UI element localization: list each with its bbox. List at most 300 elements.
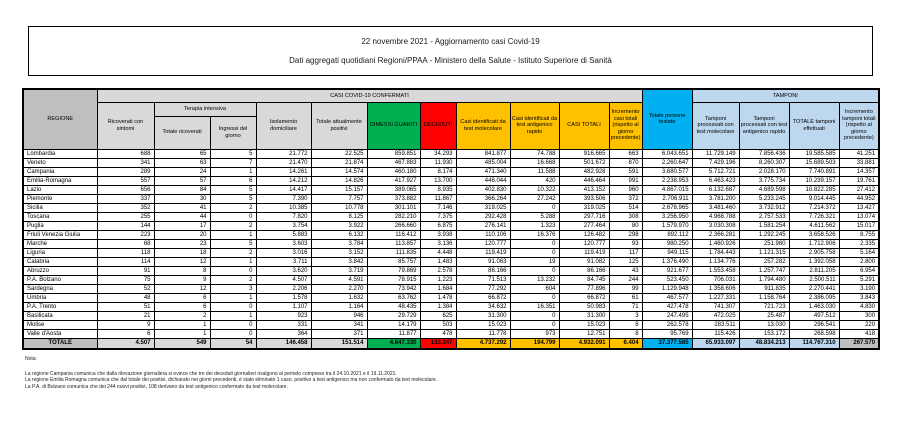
value-cell: 14.826	[311, 176, 367, 185]
value-cell: 3.843	[839, 293, 879, 302]
value-cell: 8	[609, 329, 642, 338]
value-cell: 17	[154, 221, 210, 230]
value-cell: 3.256.950	[642, 212, 692, 221]
value-cell: 8.260.307	[739, 158, 789, 167]
value-cell: 0	[210, 212, 256, 221]
value-cell: 14.261	[256, 167, 311, 176]
value-cell: 1.478	[420, 293, 456, 302]
region-cell: Veneto	[23, 158, 97, 167]
band-casi-confermati: CASI COVID-19 CONFERMATI	[97, 89, 642, 102]
note-line: La regione Campania comunica che dalla rilevazione giornaliera si evince che tre dei deceduti giornalieri risalgono al periodo compreso tra il 24.10.2021 e il 19.11.2021.	[25, 370, 397, 377]
value-cell: 3.658.526	[789, 230, 839, 239]
value-cell: 1.784.443	[692, 248, 739, 257]
value-cell: 418	[839, 329, 879, 338]
table-row	[23, 266, 879, 275]
value-cell: 283.511	[692, 320, 739, 329]
value-cell: 3.775.734	[739, 176, 789, 185]
value-cell: 7.375	[420, 212, 456, 221]
value-cell: 223	[97, 230, 154, 239]
value-cell: 1	[210, 293, 256, 302]
col-header-ricoverati: Ricoverati con sintomi	[97, 102, 154, 149]
table-row	[23, 176, 879, 185]
value-cell: 1	[210, 311, 256, 320]
value-cell: 74.788	[510, 149, 559, 158]
col-header-casi-molecolare: Casi identificati da test molecolare	[456, 102, 510, 149]
value-cell: 13.030	[739, 320, 789, 329]
region-cell: P.A. Bolzano	[23, 275, 97, 284]
value-cell: 19.585.585	[789, 149, 839, 158]
value-cell: 117	[609, 248, 642, 257]
value-cell: 19	[510, 257, 559, 266]
value-cell: 1	[210, 230, 256, 239]
table-row	[23, 167, 879, 176]
region-cell: Basilicata	[23, 311, 97, 320]
value-cell: 282.210	[367, 212, 420, 221]
value-cell: 331	[256, 320, 311, 329]
value-cell: 86.166	[559, 266, 609, 275]
value-cell: 2.800	[839, 257, 879, 266]
value-cell: 3.938	[420, 230, 456, 239]
value-cell: 1.684	[420, 284, 456, 293]
value-cell: 949.115	[642, 248, 692, 257]
value-cell: 16.668	[510, 158, 559, 167]
value-cell: 31.300	[559, 311, 609, 320]
value-cell: 2.260.647	[642, 158, 692, 167]
value-cell: 44	[154, 212, 210, 221]
value-cell: 352	[97, 203, 154, 212]
value-cell: 973	[510, 329, 559, 338]
value-cell: 5	[210, 149, 256, 158]
value-cell: 1.712.906	[789, 239, 839, 248]
totale-value-cell: 4.737.292	[456, 338, 510, 349]
value-cell: 420	[510, 176, 559, 185]
value-cell: 946	[311, 311, 367, 320]
value-cell: 268.598	[789, 329, 839, 338]
value-cell: 10.778	[311, 203, 367, 212]
table-row	[23, 257, 879, 266]
table-row	[23, 203, 879, 212]
value-cell: 2.757.533	[739, 212, 789, 221]
value-cell: 113.857	[367, 239, 420, 248]
col-header-tamponi-antigenico: Tamponi processati con test antigenico rapido	[739, 102, 789, 149]
value-cell: 91	[97, 266, 154, 275]
value-cell: 11.729.149	[692, 149, 739, 158]
value-cell: 19.761	[839, 176, 879, 185]
value-cell: 604	[510, 284, 559, 293]
col-header-persone-testate: Totale persone testate	[642, 89, 692, 149]
totale-value-cell: 6.404	[609, 338, 642, 349]
value-cell: 0	[210, 302, 256, 311]
value-cell: 276.141	[456, 221, 510, 230]
table-row	[23, 311, 879, 320]
value-cell: 337	[97, 194, 154, 203]
value-cell: 86.166	[456, 266, 510, 275]
region-cell: Lombardia	[23, 149, 97, 158]
value-cell: 6.132.687	[692, 185, 739, 194]
value-cell: 7.429.196	[692, 158, 739, 167]
value-cell: 15.023	[456, 320, 510, 329]
value-cell: 11.588	[510, 167, 559, 176]
table-row	[23, 293, 879, 302]
value-cell: 84.745	[559, 275, 609, 284]
value-cell: 427.478	[642, 302, 692, 311]
value-cell: 6.043.651	[642, 149, 692, 158]
value-cell: 341	[311, 320, 367, 329]
value-cell: 482.928	[559, 167, 609, 176]
value-cell: 10.239.157	[789, 176, 839, 185]
table-row	[23, 149, 879, 158]
value-cell: 220	[839, 320, 879, 329]
value-cell: 7.856.436	[739, 149, 789, 158]
value-cell: 3.603	[256, 239, 311, 248]
header-sub-row	[23, 102, 879, 116]
region-cell: Friuli Venezia Giulia	[23, 230, 97, 239]
value-cell: 23	[154, 239, 210, 248]
col-header-incremento-casi: Incremento casi totali (rispetto al giorno precedente)	[609, 102, 642, 149]
table-row	[23, 185, 879, 194]
table-row	[23, 329, 879, 338]
value-cell: 1.292.245	[739, 230, 789, 239]
value-cell: 110.106	[456, 230, 510, 239]
value-cell: 9	[154, 275, 210, 284]
value-cell: 1.257.747	[739, 266, 789, 275]
value-cell: 301.101	[367, 203, 420, 212]
totale-value-cell: 54	[210, 338, 256, 349]
value-cell: 85.757	[367, 257, 420, 266]
value-cell: 126.482	[559, 230, 609, 239]
value-cell: 119.419	[559, 248, 609, 257]
value-cell: 7.740.891	[789, 167, 839, 176]
table-body	[23, 149, 879, 338]
value-cell: 916.665	[559, 149, 609, 158]
totale-value-cell: 194.799	[510, 338, 559, 349]
value-cell: 721.723	[739, 302, 789, 311]
region-cell: Abruzzo	[23, 266, 97, 275]
value-cell: 2.500.511	[789, 275, 839, 284]
value-cell: 501.672	[559, 158, 609, 167]
value-cell: 61	[609, 293, 642, 302]
value-cell: 706.031	[692, 275, 739, 284]
value-cell: 1.632	[311, 293, 367, 302]
value-cell: 0	[510, 239, 559, 248]
value-cell: 3.190	[839, 284, 879, 293]
region-cell: Liguria	[23, 248, 97, 257]
value-cell: 1	[210, 257, 256, 266]
value-cell: 251.980	[739, 239, 789, 248]
value-cell: 1.121.315	[739, 248, 789, 257]
value-cell: 1.579.970	[642, 221, 692, 230]
col-header-ti-totale: Totale ricoverati	[154, 116, 210, 149]
value-cell: 371	[311, 329, 367, 338]
totale-value-cell: 133.247	[420, 338, 456, 349]
value-cell: 30	[154, 194, 210, 203]
table-row	[23, 275, 879, 284]
region-cell: Molise	[23, 320, 97, 329]
value-cell: 2.905.758	[789, 248, 839, 257]
report-title-line1: 22 novembre 2021 - Aggiornamento casi Covid-19	[361, 37, 540, 46]
value-cell: 116.412	[367, 230, 420, 239]
value-cell: 3.136	[420, 239, 456, 248]
region-cell: Sardegna	[23, 284, 97, 293]
value-cell: 663	[609, 149, 642, 158]
value-cell: 8	[154, 266, 210, 275]
value-cell: 66.872	[559, 293, 609, 302]
value-cell: 14.574	[311, 167, 367, 176]
value-cell: 2	[210, 221, 256, 230]
value-cell: 15.023	[559, 320, 609, 329]
value-cell: 66.872	[456, 293, 510, 302]
value-cell: 3.754	[256, 221, 311, 230]
region-cell: Toscana	[23, 212, 97, 221]
value-cell: 7.820	[256, 212, 311, 221]
value-cell: 3.719	[311, 266, 367, 275]
value-cell: 4.507	[256, 275, 311, 284]
value-cell: 471.340	[456, 167, 510, 176]
totale-value-cell: 114.767.310	[789, 338, 839, 349]
value-cell: 144	[97, 221, 154, 230]
value-cell: 8.174	[420, 167, 456, 176]
value-cell: 1.227.331	[692, 293, 739, 302]
value-cell: 8.125	[311, 212, 367, 221]
value-cell: 13.074	[839, 212, 879, 221]
value-cell: 14.212	[256, 176, 311, 185]
totale-value-cell: 4.647.330	[367, 338, 420, 349]
value-cell: 15.017	[839, 221, 879, 230]
value-cell: 5	[210, 185, 256, 194]
notes-section	[25, 356, 865, 390]
value-cell: 3.680.577	[642, 167, 692, 176]
value-cell: 2.270	[311, 284, 367, 293]
value-cell: 52	[97, 284, 154, 293]
value-cell: 3	[210, 284, 256, 293]
value-cell: 1.553.458	[692, 266, 739, 275]
value-cell: 478	[420, 329, 456, 338]
value-cell: 14.417	[256, 185, 311, 194]
value-cell: 4.591	[311, 275, 367, 284]
value-cell: 656	[97, 185, 154, 194]
value-cell: 21	[97, 311, 154, 320]
region-cell: Marche	[23, 239, 97, 248]
value-cell: 21.772	[256, 149, 311, 158]
value-cell: 2	[210, 275, 256, 284]
value-cell: 48	[97, 293, 154, 302]
value-cell: 1.129.948	[642, 284, 692, 293]
value-cell: 921.677	[642, 266, 692, 275]
value-cell: 688	[97, 149, 154, 158]
value-cell: 1.581.254	[739, 221, 789, 230]
value-cell: 364	[256, 329, 311, 338]
value-cell: 5.288	[510, 212, 559, 221]
value-cell: 1.107	[256, 302, 311, 311]
value-cell: 13.232	[510, 275, 559, 284]
value-cell: 3.016	[256, 248, 311, 257]
value-cell: 923	[256, 311, 311, 320]
value-cell: 80	[609, 221, 642, 230]
col-header-ti-ingressi: Ingressi del giorno	[210, 116, 256, 149]
value-cell: 5.164	[839, 248, 879, 257]
value-cell: 2.811.205	[789, 266, 839, 275]
value-cell: 1.578	[256, 293, 311, 302]
col-header-regione: REGIONE	[23, 89, 97, 149]
value-cell: 75	[97, 275, 154, 284]
value-cell: 114	[97, 257, 154, 266]
value-cell: 6	[154, 302, 210, 311]
value-cell: 4.830	[839, 302, 879, 311]
value-cell: 296.541	[789, 320, 839, 329]
value-cell: 2.238.953	[642, 176, 692, 185]
value-cell: 6.875	[420, 221, 456, 230]
notes-title: Nota:	[25, 356, 37, 362]
table-row	[23, 221, 879, 230]
note-line: La P.A. di Bolzano comunica che dei 244 nuovi positivi, 108 derivano da test antigenico confermato da test molecolare.	[25, 383, 288, 390]
value-cell: 7.390	[256, 194, 311, 203]
totale-row	[23, 338, 879, 349]
region-cell: P.A. Trento	[23, 302, 97, 311]
value-cell: 446.044	[456, 176, 510, 185]
value-cell: 4.448	[420, 248, 456, 257]
table-row	[23, 230, 879, 239]
value-cell: 119.419	[456, 248, 510, 257]
col-header-casi-antigenico: Casi identificati da test antigenico rapido	[510, 102, 559, 149]
value-cell: 3	[609, 311, 642, 320]
value-cell: 11.778	[456, 329, 510, 338]
value-cell: 3.481.460	[692, 203, 739, 212]
value-cell: 7.757	[311, 194, 367, 203]
value-cell: 71	[609, 302, 642, 311]
value-cell: 5	[210, 194, 256, 203]
value-cell: 3.781.200	[692, 194, 739, 203]
value-cell: 48.435	[367, 302, 420, 311]
region-cell: Puglia	[23, 221, 97, 230]
band-tamponi: TAMPONI	[692, 89, 879, 102]
value-cell: 29.729	[367, 311, 420, 320]
value-cell: 244	[609, 275, 642, 284]
value-cell: 625	[420, 311, 456, 320]
region-cell: Emilia-Romagna	[23, 176, 97, 185]
value-cell: 3.711	[256, 257, 311, 266]
value-cell: 741.307	[692, 302, 739, 311]
value-cell: 1.384	[420, 302, 456, 311]
col-header-terapia-intensiva: Terapia intensiva	[154, 102, 256, 116]
value-cell: 77.292	[456, 284, 510, 293]
value-cell: 6	[154, 293, 210, 302]
table-row	[23, 320, 879, 329]
value-cell: 11.877	[367, 329, 420, 338]
totale-value-cell: 151.514	[311, 338, 367, 349]
value-cell: 16.376	[510, 230, 559, 239]
report-title-box	[28, 26, 873, 76]
value-cell: 2.578	[420, 266, 456, 275]
value-cell: 247.495	[642, 311, 692, 320]
value-cell: 24	[154, 167, 210, 176]
value-cell: 2.270.441	[789, 284, 839, 293]
value-cell: 71.513	[456, 275, 510, 284]
value-cell: 15.689.503	[789, 158, 839, 167]
value-cell: 980.250	[642, 239, 692, 248]
value-cell: 460.180	[367, 167, 420, 176]
value-cell: 485.004	[456, 158, 510, 167]
value-cell: 1.323	[510, 221, 559, 230]
value-cell: 27.242	[510, 194, 559, 203]
value-cell: 93	[609, 239, 642, 248]
table-row	[23, 284, 879, 293]
value-cell: 7.726.321	[789, 212, 839, 221]
value-cell: 4.867.015	[642, 185, 692, 194]
value-cell: 2.366.281	[692, 230, 739, 239]
value-cell: 57	[154, 176, 210, 185]
value-cell: 6	[97, 329, 154, 338]
value-cell: 10.385	[256, 203, 311, 212]
value-cell: 389.065	[367, 185, 420, 194]
value-cell: 12	[154, 284, 210, 293]
value-cell: 1.392.058	[789, 257, 839, 266]
value-cell: 841.877	[456, 149, 510, 158]
totale-value-cell: 549	[154, 338, 210, 349]
value-cell: 1.376.490	[642, 257, 692, 266]
value-cell: 73.942	[367, 284, 420, 293]
value-cell: 7.146	[420, 203, 456, 212]
value-cell: 497.512	[789, 311, 839, 320]
value-cell: 591	[609, 167, 642, 176]
value-cell: 4.611.562	[789, 221, 839, 230]
value-cell: 15.157	[311, 185, 367, 194]
col-header-dimessi-guariti: DIMESSI GUARITI	[367, 102, 420, 149]
value-cell: 2.206	[256, 284, 311, 293]
value-cell: 91.082	[559, 257, 609, 266]
value-cell: 413.152	[559, 185, 609, 194]
value-cell: 319.025	[559, 203, 609, 212]
value-cell: 0	[510, 293, 559, 302]
value-cell: 10.322	[510, 185, 559, 194]
table-row	[23, 239, 879, 248]
value-cell: 22.525	[311, 149, 367, 158]
value-cell: 5.233.245	[739, 194, 789, 203]
value-cell: 7	[210, 158, 256, 167]
value-cell: 402.830	[456, 185, 510, 194]
value-cell: 255	[97, 212, 154, 221]
value-cell: 2.386.095	[789, 293, 839, 302]
value-cell: 2.706.911	[642, 194, 692, 203]
value-cell: 3.620	[256, 266, 311, 275]
table-row	[23, 302, 879, 311]
value-cell: 33.881	[839, 158, 879, 167]
value-cell: 13.700	[420, 176, 456, 185]
totale-value-cell: 48.834.213	[739, 338, 789, 349]
value-cell: 16.351	[510, 302, 559, 311]
totale-value-cell: 146.458	[256, 338, 311, 349]
value-cell: 911.835	[739, 284, 789, 293]
value-cell: 27.412	[839, 185, 879, 194]
value-cell: 446.464	[559, 176, 609, 185]
value-cell: 1.794.480	[739, 275, 789, 284]
region-cell: Calabria	[23, 257, 97, 266]
header-band-row	[23, 89, 879, 102]
value-cell: 14.357	[839, 167, 879, 176]
value-cell: 4.689.598	[739, 185, 789, 194]
value-cell: 1	[154, 329, 210, 338]
region-cell: Valle d'Aosta	[23, 329, 97, 338]
value-cell: 472.025	[692, 311, 739, 320]
value-cell: 20	[154, 230, 210, 239]
note-line: La regione Emilia Romagna comunica che dal totale dei positivi, dichiarato nei giorni precedenti, è stato eliminato 1 caso, positivo a test antigenico ma non confermato da test molecolare.	[25, 377, 438, 383]
value-cell: 9	[97, 320, 154, 329]
region-cell: Sicilia	[23, 203, 97, 212]
value-cell: 2	[210, 248, 256, 257]
value-cell: 3.732.912	[739, 203, 789, 212]
value-cell: 14.179	[367, 320, 420, 329]
value-cell: 8.935	[420, 185, 456, 194]
value-cell: 0	[510, 320, 559, 329]
